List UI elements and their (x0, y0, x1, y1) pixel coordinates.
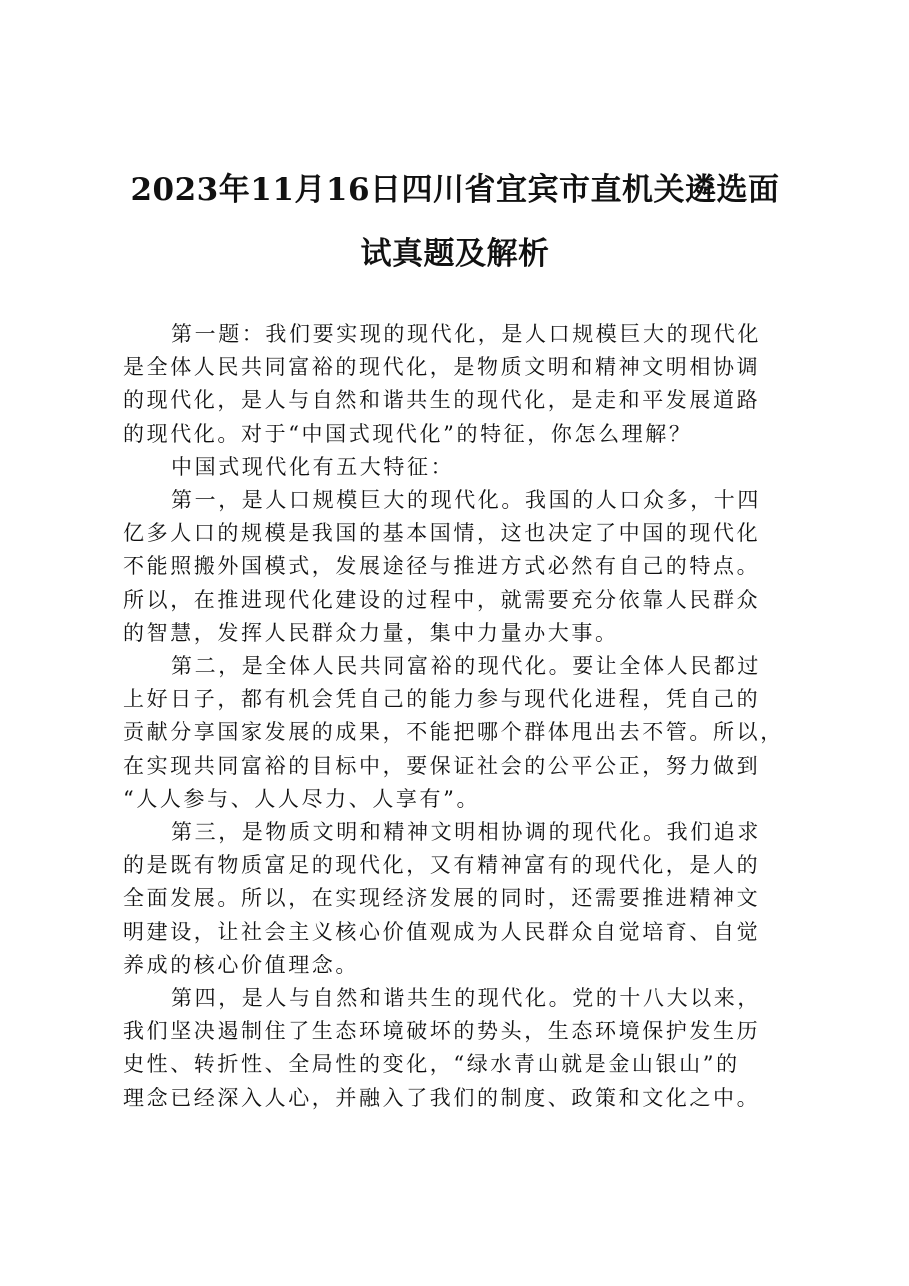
title-line-2: 试真题及解析 (360, 236, 550, 272)
text-line: 我们坚决遏制住了生态环境破坏的势头，生态环境保护发生历 (123, 1019, 761, 1044)
text-line: 的智慧，发挥人民群众力量，集中力量办大事。 (123, 620, 619, 645)
text-line: 全面发展。所以，在实现经济发展的同时，还需要推进精神文 (123, 886, 761, 911)
text-line: 的是既有物质富足的现代化，又有精神富有的现代化，是人的 (123, 853, 761, 878)
document-title (110, 158, 800, 286)
text-line: 在实现共同富裕的目标中，要保证社会的公平公正，努力做到 (123, 753, 761, 778)
text-line: 第三，是物质文明和精神文明相协调的现代化。我们追求 (171, 820, 761, 845)
text-line: “人人参与、人人尽力、人享有”。 (123, 786, 481, 811)
text-line: 第一题：我们要实现的现代化，是人口规模巨大的现代化 (171, 322, 761, 346)
text-line: 上好日子，都有机会凭自己的能力参与现代化进程，凭自己的 (123, 687, 761, 712)
text-line: 的现代化。对于“中国式现代化”的特征，你怎么理解？ (123, 421, 693, 446)
text-line: 养成的核心价值理念。 (123, 952, 359, 977)
text-line: 理念已经深入人心，并融入了我们的制度、政策和文化之中。 (123, 1085, 761, 1110)
paragraph-feature-1 (123, 484, 795, 650)
text-line: 贡献分享国家发展的成果，不能把哪个群体甩出去不管。所以， (123, 720, 784, 745)
text-line: 第四，是人与自然和谐共生的现代化。党的十八大以来， (171, 986, 761, 1011)
paragraph-question (123, 318, 795, 451)
text-line: 亿多人口的规模是我国的基本国情，这也决定了中国的现代化 (123, 521, 761, 546)
paragraph-feature-3 (123, 816, 795, 982)
text-line: 不能照搬外国模式，发展途径与推进方式必然有自己的特点。 (123, 554, 761, 579)
text-line: 第二，是全体人民共同富裕的现代化。要让全体人民都过 (171, 654, 761, 679)
text-line: 明建设，让社会主义核心价值观成为人民群众自觉培育、自觉 (123, 919, 761, 944)
text-line: 中国式现代化有五大特征： (171, 454, 455, 479)
text-line: 史性、转折性、全局性的变化，“绿水青山就是金山银山”的 (123, 1052, 740, 1077)
text-line: 所以，在推进现代化建设的过程中，就需要充分依靠人民群众 (123, 587, 761, 612)
paragraph-feature-4 (123, 982, 795, 1115)
text-line: 第一，是人口规模巨大的现代化。我国的人口众多，十四 (171, 488, 761, 513)
text-line: 的现代化，是人与自然和谐共生的现代化，是走和平发展道路 (123, 388, 761, 413)
title-line-1: 2023年11月16日四川省宜宾市直机关遴选面 (130, 172, 780, 208)
document-body (123, 318, 795, 1115)
text-line: 是全体人民共同富裕的现代化，是物质文明和精神文明相协调 (123, 355, 761, 380)
paragraph-feature-2 (123, 650, 795, 816)
paragraph-intro (123, 451, 795, 484)
